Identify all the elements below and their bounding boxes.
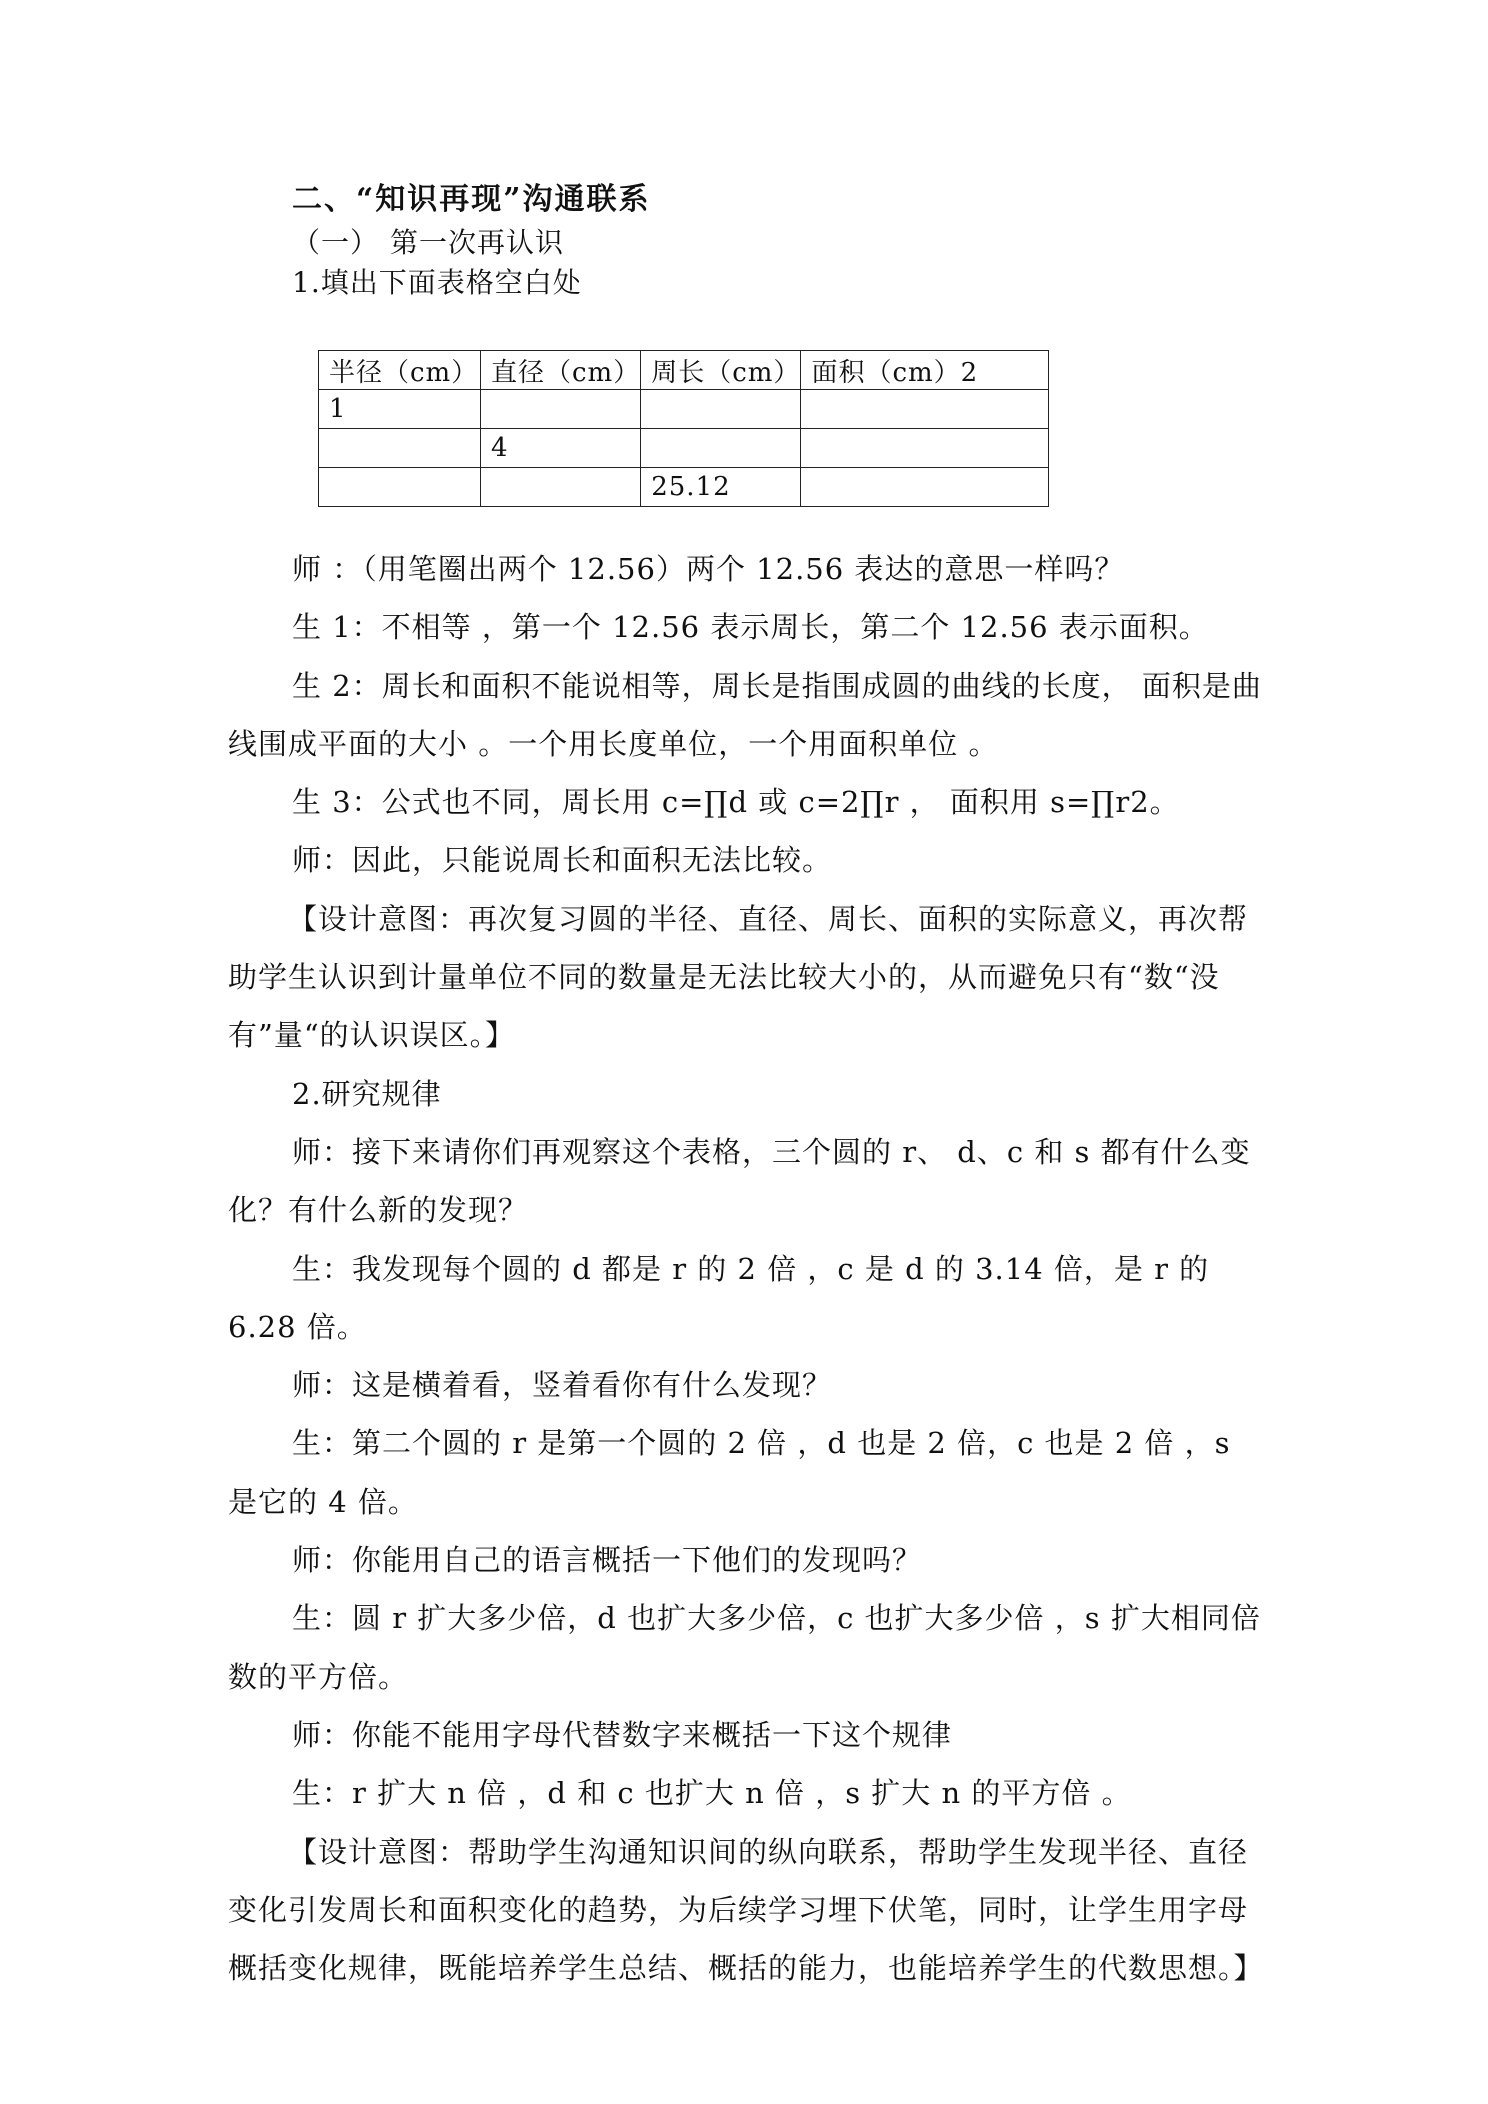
- table-cell: [801, 429, 1049, 468]
- table-cell: [481, 468, 641, 507]
- table-row: [319, 429, 1049, 468]
- dialogue-line-teacher: 师：你能用自己的语言概括一下他们的发现吗？: [292, 1543, 923, 1578]
- table-cell: [641, 390, 801, 429]
- table-row: [319, 390, 1049, 429]
- table-row: [319, 468, 1049, 507]
- table-cell: [801, 468, 1049, 507]
- table-cell: [641, 429, 801, 468]
- dialogue-line-student: 生：第二个圆的 r 是第一个圆的 2 倍 ，d 也是 2 倍，c 也是 2 倍 ，s 是它的 4 倍。: [228, 1426, 1231, 1519]
- dialogue-line-teacher: 师：接下来请你们再观察这个表格，三个圆的 r、 d、c 和 s 都有什么变化？有什么新的发现？: [228, 1134, 1251, 1228]
- circle-measurement-table: [318, 350, 1049, 507]
- exercise-instruction: 1.填出下面表格空白处: [292, 266, 582, 299]
- dialogue-line-teacher: 师：这是横着看，竖着看你有什么发现？: [292, 1368, 833, 1403]
- table-cell: [481, 390, 641, 429]
- section-subtitle: 2.研究规律: [292, 1076, 442, 1111]
- section-heading: 二、“知识再现”沟通联系: [292, 182, 651, 217]
- header-diameter: 直径（cm）: [481, 351, 641, 390]
- dialogue-line-student: 生 1：不相等 ，第一个 12.56 表示周长，第二个 12.56 表示面积。: [292, 610, 1209, 645]
- dialogue-line-student: 生：r 扩大 n 倍 ，d 和 c 也扩大 n 倍 ，s 扩大 n 的平方倍 。: [292, 1776, 1132, 1811]
- subsection-heading: [292, 224, 564, 262]
- table-cell: 1: [319, 390, 481, 429]
- dialogue-line-teacher: 师 ：（用笔圈出两个 12.56）两个 12.56 表达的意思一样吗？: [292, 552, 1125, 586]
- header-radius: 半径（cm）: [319, 351, 481, 390]
- table-cell: [319, 429, 481, 468]
- design-intent-note: 【设计意图：帮助学生沟通知识间的纵向联系，帮助学生发现半径、直径变化引发周长和面积变化的趋势，为后续学习埋下伏笔，同时，让学生用字母概括变化规律，既能培养学生总结、概括的能力，也能培养学生的代数思想。】: [228, 1834, 1264, 1986]
- subsection-title: 第一次再认识: [390, 226, 565, 259]
- dialogue-line-student: 生 3：公式也不同，周长用 c=∏d 或 c=2∏r ， 面积用 s=∏r2。: [292, 785, 1180, 820]
- subsection-number: （一）: [292, 226, 380, 259]
- table-cell: [319, 468, 481, 507]
- dialogue-line-teacher: 师：因此，只能说周长和面积无法比较。: [292, 843, 833, 878]
- dialogue-line-student: 生：圆 r 扩大多少倍，d 也扩大多少倍，c 也扩大多少倍 ，s 扩大相同倍数的平方倍。: [228, 1601, 1261, 1694]
- design-intent-note: 【设计意图：再次复习圆的半径、直径、周长、面积的实际意义，再次帮助学生认识到计量单位不同的数量是无法比较大小的，从而避免只有“数“没有”量“的认识误区。】: [228, 901, 1249, 1053]
- table-cell: [801, 390, 1049, 429]
- table-header-row: [319, 351, 1049, 390]
- header-area: 面积（cm）2: [801, 351, 1049, 390]
- header-circumference: 周长（cm）: [641, 351, 801, 390]
- dialogue-body: [228, 540, 1268, 1997]
- dialogue-line-teacher: 师：你能不能用字母代替数字来概括一下这个规律: [292, 1717, 953, 1752]
- table-cell: 4: [481, 429, 641, 468]
- dialogue-line-student: 生：我发现每个圆的 d 都是 r 的 2 倍 ，c 是 d 的 3.14 倍，是 r 的 6.28 倍。: [228, 1251, 1210, 1344]
- dialogue-line-student: 生 2：周长和面积不能说相等，周长是指围成圆的曲线的长度， 面积是曲线围成平面的大小 。一个用长度单位，一个用面积单位 。: [228, 668, 1262, 761]
- table-cell: 25.12: [641, 468, 801, 507]
